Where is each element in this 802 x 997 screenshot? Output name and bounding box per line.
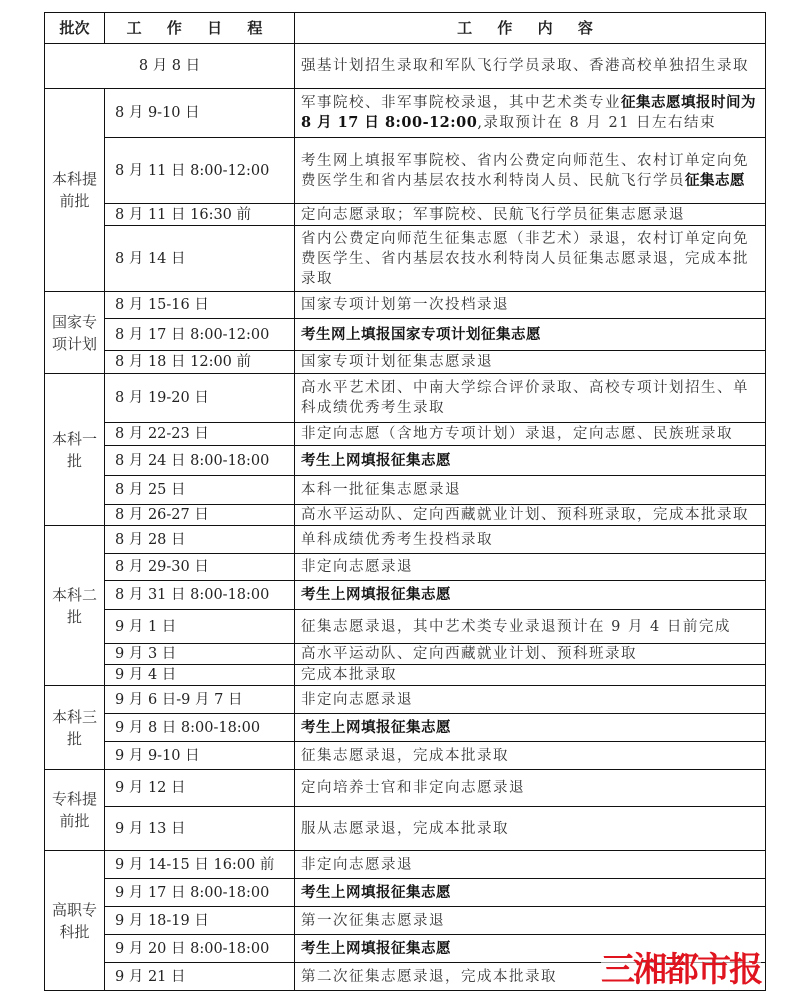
content-cell (295, 44, 766, 89)
table-row (45, 851, 766, 879)
date-cell: 8 月 9-10 日 (105, 89, 295, 138)
text-segment: 本科一批征集志愿录退 (301, 482, 461, 498)
bold-text: 考生上网填报征集志愿 (301, 883, 451, 901)
content-cell (295, 714, 766, 742)
date-cell: 9 月 3 日 (105, 644, 295, 665)
table-row (45, 665, 766, 686)
text-segment: 高水平艺术团、中南大学综合评价录取、高校专项计划招生、单科成绩优秀考生录取 (301, 380, 749, 416)
date-cell: 8 月 11 日 16:30 前 (105, 204, 295, 226)
content-cell (295, 292, 766, 319)
content-cell (295, 581, 766, 610)
header-schedule: 工 作 日 程 (105, 13, 295, 44)
date-cell: 8 月 26-27 日 (105, 505, 295, 526)
table-row (45, 89, 766, 138)
text-segment: 非定向志愿录退 (301, 559, 413, 575)
table-row (45, 476, 766, 505)
text-segment: 军事院校、非军事院校录退，其中艺术类专业 (301, 95, 621, 111)
batch-cell: 国家专项计划 (45, 292, 105, 374)
text-segment: 高水平运动队、定向西藏就业计划、预科班录取，完成本批录取 (301, 507, 749, 523)
admission-schedule-table (44, 12, 766, 991)
date-cell: 8 月 25 日 (105, 476, 295, 505)
table-row (45, 204, 766, 226)
table-row (45, 686, 766, 714)
content-cell (295, 505, 766, 526)
table-row (45, 610, 766, 644)
content-cell (295, 351, 766, 374)
date-cell: 9 月 6 日-9 月 7 日 (105, 686, 295, 714)
content-cell (295, 554, 766, 581)
content-cell (295, 742, 766, 770)
date-cell: 8 月 14 日 (105, 226, 295, 292)
header-content: 工 作 内 容 (295, 13, 766, 44)
content-cell (295, 319, 766, 351)
bold-text: 考生上网填报征集志愿 (301, 718, 451, 736)
date-cell: 8 月 18 日 12:00 前 (105, 351, 295, 374)
content-cell (295, 476, 766, 505)
date-cell: 8 月 11 日 8:00-12:00 (105, 138, 295, 204)
text-segment: 征集志愿录退，完成本批录取 (301, 747, 509, 764)
table-row (45, 714, 766, 742)
table-row (45, 423, 766, 446)
table-body (45, 44, 766, 991)
batch-cell: 本科二批 (45, 526, 105, 686)
date-cell: 9 月 1 日 (105, 610, 295, 644)
date-cell: 8 月 24 日 8:00-18:00 (105, 446, 295, 476)
bold-text: 考生上网填报征集志愿 (301, 939, 451, 957)
text-segment: 非定向志愿录退 (301, 691, 413, 708)
text-segment: 考生网上填报军事院校、省内公费定向师范生、农村订单定向免费医学生和省内基层农技水利特岗人员、民航飞行学员 (301, 152, 749, 189)
table-row (45, 319, 766, 351)
text-segment: 省内公费定向师范生征集志愿（非艺术）录退，农村订单定向免费医学生、省内基层农技水利特岗人员征集志愿录退，完成本批录取 (301, 230, 749, 287)
bold-text: 考生上网填报征集志愿 (301, 451, 451, 469)
text-segment: 完成本批录取 (301, 667, 397, 683)
table-row (45, 807, 766, 851)
date-cell: 8 月 29-30 日 (105, 554, 295, 581)
content-cell (295, 138, 766, 204)
bold-text: 征集志愿 (685, 171, 745, 189)
content-cell (295, 644, 766, 665)
content-cell (295, 226, 766, 292)
content-cell (295, 851, 766, 879)
table-row (45, 292, 766, 319)
watermark-logo: 三湘都市报 (601, 950, 761, 990)
batch-cell: 本科提前批 (45, 89, 105, 292)
text-segment: 非定向志愿（含地方专项计划）录退，定向志愿、民族班录取 (301, 426, 733, 442)
date-cell: 9 月 9-10 日 (105, 742, 295, 770)
text-segment: 高水平运动队、定向西藏就业计划、预科班录取 (301, 646, 637, 662)
table-row (45, 770, 766, 807)
header-batch: 批次 (45, 13, 105, 44)
bold-text: 考生网上填报国家专项计划征集志愿 (301, 325, 541, 343)
table-row (45, 644, 766, 665)
text-segment: 定向志愿录取；军事院校、民航飞行学员征集志愿录退 (301, 206, 685, 223)
bold-text: 征集志愿填报时间为 8 月 17 日 8:00-12:00 (301, 94, 756, 131)
text-segment: 单科成绩优秀考生投档录取 (301, 531, 493, 548)
text-segment: 非定向志愿录退 (301, 856, 413, 873)
batch-cell: 专科提前批 (45, 770, 105, 851)
content-cell (295, 446, 766, 476)
table-row (45, 526, 766, 554)
date-cell: 9 月 18-19 日 (105, 907, 295, 935)
date-cell: 8 月 19-20 日 (105, 374, 295, 423)
date-cell: 9 月 20 日 8:00-18:00 (105, 935, 295, 963)
table-row (45, 505, 766, 526)
date-cell: 8 月 22-23 日 (105, 423, 295, 446)
content-cell (295, 610, 766, 644)
text-segment: 第二次征集志愿录退，完成本批录取 (301, 968, 557, 985)
content-cell (295, 423, 766, 446)
date-cell: 9 月 4 日 (105, 665, 295, 686)
table-row (45, 742, 766, 770)
text-segment: 强基计划招生录取和军队飞行学员录取、香港高校单独招生录取 (301, 58, 749, 74)
text-segment: 国家专项计划第一次投档录退 (301, 297, 509, 313)
content-cell (295, 770, 766, 807)
content-cell (295, 374, 766, 423)
date-cell: 8 月 17 日 8:00-12:00 (105, 319, 295, 351)
date-cell: 8 月 8 日 (45, 44, 295, 89)
content-cell (295, 665, 766, 686)
table-row (45, 446, 766, 476)
table-header-row (45, 13, 766, 44)
date-cell: 9 月 14-15 日 16:00 前 (105, 851, 295, 879)
table-row (45, 226, 766, 292)
bold-text: 考生上网填报征集志愿 (301, 586, 451, 603)
content-cell (295, 686, 766, 714)
table-row (45, 879, 766, 907)
date-cell: 9 月 21 日 (105, 963, 295, 991)
date-cell: 8 月 31 日 8:00-18:00 (105, 581, 295, 610)
text-segment: 征集志愿录退，其中艺术类专业录退预计在 9 月 4 日前完成 (301, 618, 731, 635)
date-cell: 8 月 15-16 日 (105, 292, 295, 319)
text-segment: 第一次征集志愿录退 (301, 912, 445, 929)
date-cell: 9 月 12 日 (105, 770, 295, 807)
table-row (45, 907, 766, 935)
content-cell (295, 526, 766, 554)
content-cell (295, 807, 766, 851)
text-segment: 定向培养士官和非定向志愿录退 (301, 780, 525, 796)
batch-cell: 本科一批 (45, 374, 105, 526)
content-cell (295, 879, 766, 907)
table-row (45, 138, 766, 204)
table-row (45, 374, 766, 423)
date-cell: 9 月 13 日 (105, 807, 295, 851)
date-cell: 9 月 17 日 8:00-18:00 (105, 879, 295, 907)
text-segment: ,录取预计在 8 月 21 日左右结束 (477, 115, 717, 131)
date-cell: 9 月 8 日 8:00-18:00 (105, 714, 295, 742)
date-cell: 8 月 28 日 (105, 526, 295, 554)
content-cell (295, 89, 766, 138)
table-row (45, 554, 766, 581)
table-row (45, 351, 766, 374)
text-segment: 国家专项计划征集志愿录退 (301, 354, 493, 370)
text-segment: 服从志愿录退，完成本批录取 (301, 820, 509, 837)
batch-cell: 本科三批 (45, 686, 105, 770)
table-row (45, 44, 766, 89)
content-cell (295, 907, 766, 935)
content-cell (295, 204, 766, 226)
batch-cell: 高职专科批 (45, 851, 105, 991)
table-row (45, 581, 766, 610)
